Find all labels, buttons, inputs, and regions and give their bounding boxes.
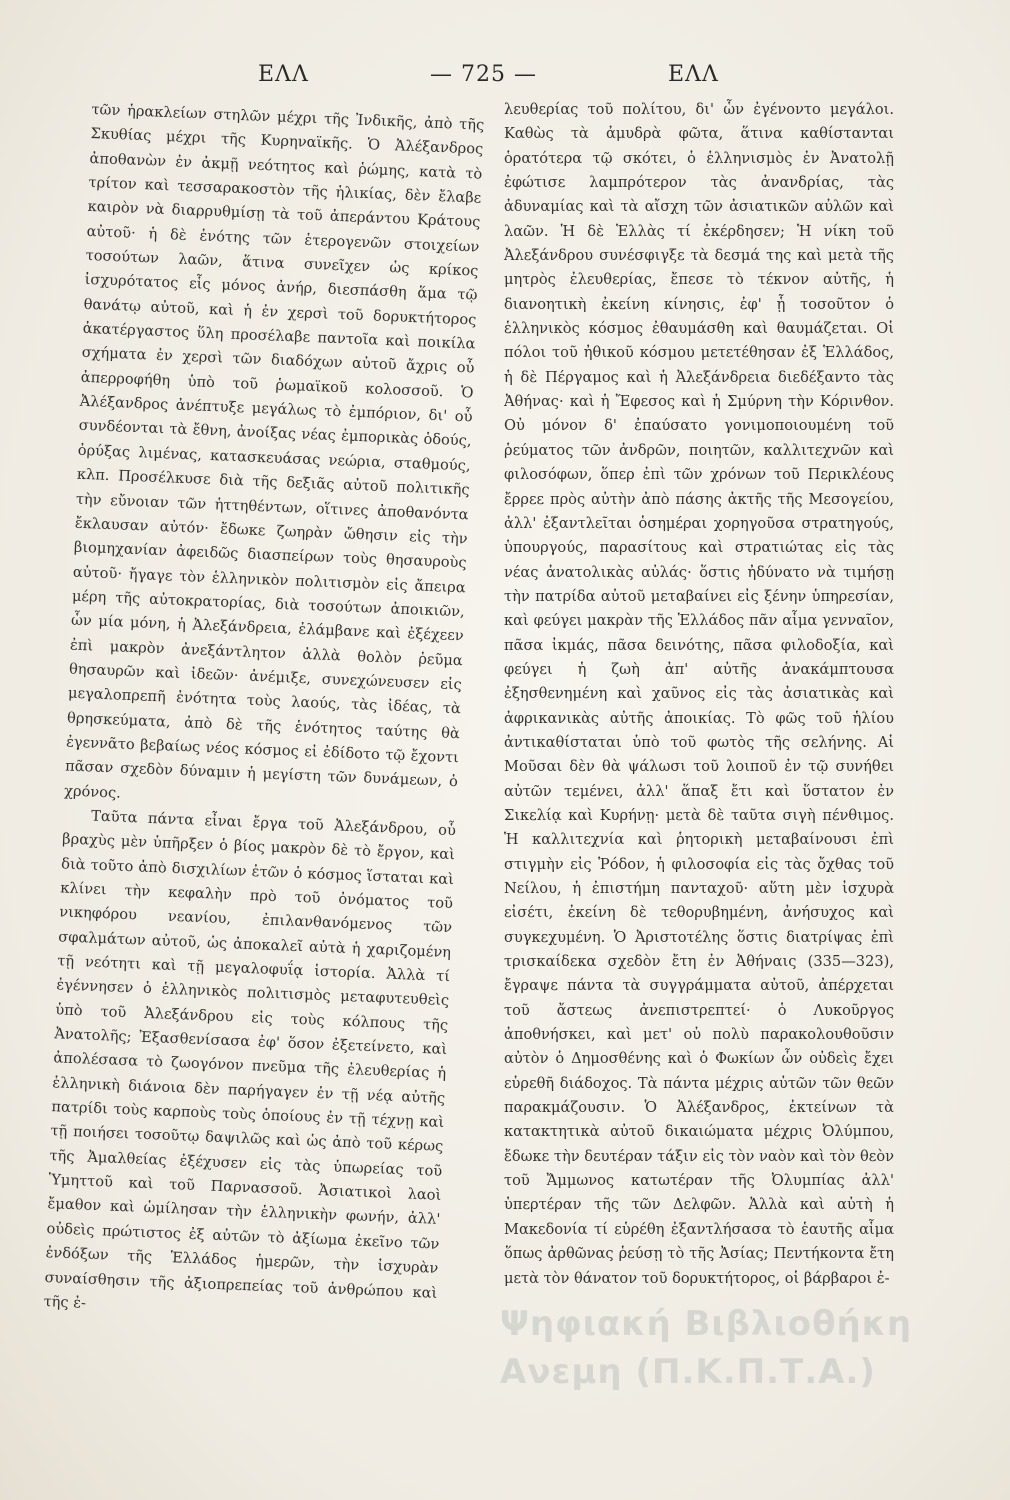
- right-text-column: [504, 98, 894, 1291]
- left-text-column: [43, 98, 485, 1330]
- left-paragraph-2: Ταῦτα πάντα εἶναι ἔργα τοῦ Ἀλεξάνδρου, οὗ βραχὺς μὲν ὑπῆρξεν ὁ βίος μακρὸν δὲ τὸ ἔργον, καὶ διὰ τοῦτο ἀπὸ δισχιλίων ἐτῶν ὁ κόσμος ἵσταται καὶ κλίνει τὴν κεφαλὴν πρὸ τοῦ ὀνόματος τοῦ νικηφόρου νεανίου, ἐπιλανθανόμενος τῶν σφαλμάτων αὐτοῦ, ὡς ἀποκαλεῖ αὐτὰ ἡ χαριζομένη τῇ νεότητι καὶ τῇ μεγαλοφυΐᾳ ἱστορία. Ἀλλὰ τί ἐγέννησεν ὁ ἑλληνικὸς πολιτισμὸς μεταφυτευθεὶς ὑπὸ τοῦ Ἀλεξάνδρου εἰς τοὺς κόλπους τῆς Ἀνατολῆς; Ἐξασθενίσασα ἐφ' ὅσον ἐξετείνετο, καὶ ἀπολέσασα τὸ ζωογόνον πνεῦμα τῆς ἐλευθερίας ἡ ἑλληνικὴ διάνοια δὲν παρήγαγεν ἐν τῇ νέᾳ αὐτῆς πατρίδι τοὺς καρποὺς τοὺς ὁποίους ἐν τῇ τέχνῃ καὶ τῇ ποιήσει τοσοῦτῳ δαψιλῶς καὶ ὡς ἀπὸ τοῦ κέρως τῆς Ἀμαλθείας ἐξέχυσεν εἰς τὰς ὑπωρείας τοῦ Ὑμηττοῦ καὶ τοῦ Παρνασσοῦ. Ἀσιατικοὶ λαοὶ ἔμαθον καὶ ὡμίλησαν τὴν ἑλληνικὴν φωνήν, ἀλλ' οὐδεὶς πρώτιστος ἐξ αὐτῶν τὸ ἀξίωμα ἐκεῖνο τῶν ἐνδόξων τῆς Ἑλλάδος ἡμερῶν, τὴν ἰσχυρὰν συναίσθησιν τῆς ἀξιοπρεπείας τοῦ ἀνθρώπου καὶ τῆς ἐ-: [43, 807, 457, 1312]
- header-left-guide-word: ΕΛΛ: [258, 62, 309, 87]
- page-number: — 725 —: [430, 62, 537, 87]
- header-right-guide-word: ΕΛΛ: [668, 62, 719, 87]
- left-paragraph-1: τῶν ἡρακλείων στηλῶν μέχρι τῆς Ἰνδικῆς, ἀπὸ τῆς Σκυθίας μέχρι τῆς Κυρηναϊκῆς. Ὁ Ἀλέξανδρος ἀποθανὼν ἐν ἀκμῇ νεότητος καὶ ῥώμης, κατὰ τὸ τρίτον καὶ τεσσαρακοστὸν τῆς ἡλικίας, δὲν ἔλαβε καιρὸν νὰ διαρρυθμίσῃ τὰ τοῦ ἀπεράντου Κράτους αὐτοῦ· ἡ δὲ ἑνότης τῶν ἑτερογενῶν στοιχείων τοσούτων λαῶν, ἅτινα συνεῖχεν ὡς κρίκος ἰσχυρότατος εἷς μόνος ἀνήρ, διεσπάσθη ἅμα τῷ θανάτῳ αὐτοῦ, καὶ ἡ ἐν χερσὶ τοῦ δορυκτήτορος ἀκατέργαστος ὕλη προσέλαβε παντοῖα καὶ ποικίλα σχήματα ἐν χερσὶ τῶν διαδόχων αὐτοῦ ἄχρις οὗ ἀπερροφήθη ὑπὸ τοῦ ῥωμαϊκοῦ κολοσσοῦ. Ὁ Ἀλέξανδρος ἀνέπτυξε μεγάλως τὸ ἐμπόριον, δι' οὗ συνδέονται τὰ ἔθνη, ἀνοίξας νέας ἐμπορικὰς ὁδούς, ὀρύξας λιμένας, κατασκευάσας νεώρια, σταθμούς, κλπ. Προσέλκυσε διὰ τῆς δεξιᾶς αὐτοῦ πολιτικῆς τὴν εὔνοιαν τῶν ἡττηθέντων, οἵτινες ἀποθανόντα ἔκλαυσαν αὐτόν· ἔδωκε ζωηρὰν ὤθησιν εἰς τὴν βιομηχανίαν ἀφειδῶς διασπείρων τοὺς θησαυροὺς αὐτοῦ· ἤγαγε τὸν ἑλληνικὸν πολιτισμὸν εἰς ἄπειρα μέρη τῆς αὐτοκρατορίας, διὰ τοσούτων ἀποικιῶν, ὧν μία μόνη, ἡ Ἀλεξάνδρεια, ἐλάμβανε καὶ ἐξέχεεν ἐπὶ μακρὸν ἀνεξάντλητον ἀλλὰ θολὸν ῥεῦμα θησαυρῶν καὶ ἰδεῶν· ἀνέμιξε, συνεχώνευσεν εἰς μεγαλοπρεπῆ ἑνότητα τοὺς λαούς, τὰς ἰδέας, τὰ θρησκεύματα, ἀπὸ δὲ τῆς ἑνότητος ταύτης θὰ ἐγεννᾶτο βεβαίως νέος κόσμος εἰ ἐδίδοτο τῷ ἔχοντι πᾶσαν σχεδὸν δύναμιν ἡ μεγίστη τῶν δυνάμεων, ὁ χρόνος.: [63, 100, 485, 802]
- library-watermark: [500, 1300, 930, 1396]
- right-paragraph-1: λευθερίας τοῦ πολίτου, δι' ὧν ἐγένοντο μεγάλοι. Καθὼς τὰ ἀμυδρὰ φῶτα, ἅτινα καθίστανται ὁρατότερα τῷ σκότει, ὁ ἑλληνισμὸς ἐν Ἀνατολῇ ἐφώτισε λαμπρότερον τὰς ἀνανδρίας, τὰς ἀδυναμίας καὶ τὰ αἴσχη τῶν ἀσιατικῶν αὐλῶν καὶ λαῶν. Ἡ δὲ Ἑλλὰς τί ἐκέρδησεν; Ἡ νίκη τοῦ Ἀλεξάνδρου συνέσφιγξε τὰ δεσμά της καὶ μετὰ τῆς μητρὸς ἐλευθερίας, ἔπεσε τὸ τέκνον αὐτῆς, ἡ διανοητικὴ ἐκείνη κίνησις, ἐφ' ᾗ τοσοῦτον ὁ ἑλληνικὸς κόσμος ἐθαυμάσθη καὶ θαυμάζεται. Οἱ πόλοι τοῦ ἠθικοῦ κόσμου μετετέθησαν ἐξ Ἑλλάδος, ἡ δὲ Πέργαμος καὶ ἡ Ἀλεξάνδρεια διεδέξαντο τὰς Ἀθήνας· καὶ ἡ Ἔφεσος καὶ ἡ Σμύρνη τὴν Κόρινθον. Οὐ μόνον δ' ἐπαύσατο γονιμοποιουμένη τοῦ ῥεύματος τῶν ἀνδρῶν, ποιητῶν, καλλιτεχνῶν καὶ φιλοσόφων, ὅπερ ἐπὶ τῶν χρόνων τοῦ Περικλέους ἔρρεε πρὸς αὐτὴν ἀπὸ πάσης ἀκτῆς τῆς Μεσογείου, ἀλλ' ἐξαντλεῖται ὁσημέραι χορηγοῦσα στρατηγούς, ὑπουργούς, παρασίτους καὶ στρατιώτας εἰς τὰς νέας ἀνατολικὰς αὐλάς· ὅστις ἠδύνατο νὰ τιμήσῃ τὴν πατρίδα αὐτοῦ μεταβαίνει εἰς ξένην ὑπηρεσίαν, καὶ φεύγει μακρὰν τῆς Ἑλλάδος πᾶν αἷμα γενναῖον, πᾶσα ἰκμάς, πᾶσα δεινότης, πᾶσα φιλοδοξία, καὶ φεύγει ἡ ζωὴ ἀπ' αὐτῆς ἀνακάμπτουσα ἐξησθενημένη καὶ χαῦνος εἰς τὰς ἀσιατικὰς καὶ ἀφρικανικὰς αὐτῆς ἀποικίας. Τὸ φῶς τοῦ ἡλίου ἀντικαθίσταται ὑπὸ τοῦ φωτὸς τῆς σελήνης. Αἱ Μοῦσαι δὲν θὰ ψάλωσι τοῦ λοιποῦ ἐν τῷ συνήθει αὐτῶν τεμένει, ἀλλ' ἅπαξ ἔτι καὶ ὕστατον ἐν Σικελίᾳ καὶ Κυρήνῃ· μετὰ δὲ ταῦτα σιγὴ πένθιμος. Ἡ καλλιτεχνία καὶ ῥητορικὴ μεταβαίνουσι ἐπὶ στιγμὴν εἰς Ῥόδον, ἡ φιλοσοφία εἰς τὰς ὄχθας τοῦ Νείλου, ἡ ἐπιστήμη πανταχοῦ· αὕτη μὲν ἰσχυρὰ εἰσέτι, ἐκείνη δὲ τεθορυβημένη, ἀνήσυχος καὶ συγκεχυμένη. Ὁ Ἀριστοτέλης ὅστις διατρίψας ἐπὶ τρισκαίδεκα σχεδὸν ἔτη ἐν Ἀθήναις (335—323), ἔγραψε πάντα τὰ συγγράμματα αὐτοῦ, ἀπέρχεται τοῦ ἄστεως ἀνεπιστρεπτεί· ὁ Λυκοῦργος ἀποθνήσκει, καὶ μετ' οὐ πολὺ παρακολουθοῦσιν αὐτὸν ὁ Δημοσθένης καὶ ὁ Φωκίων ὧν οὐδεὶς ἔχει εὑρεθῆ διάδοχος. Τὰ πάντα μέχρις αὐτῶν τῶν θεῶν παρακμάζουσιν. Ὁ Ἀλέξανδρος, ἐκτείνων τὰ κατακτητικὰ αὐτοῦ δικαιώματα μέχρις Ὀλύμπου, ἔδωκε τὴν δευτέραν τάξιν εἰς τὸν ναὸν καὶ τὸν θεὸν τοῦ Ἄμμωνος κατωτέραν τῆς Ὀλυμπίας ἀλλ' ὑπερτέραν τῆς τῶν Δελφῶν. Ἀλλὰ καὶ αὐτὴ ἡ Μακεδονία τί εὑρέθη ἐξαντλήσασα τὸ ἑαυτῆς αἷμα ὅπως ἀρθῶνας ῥεύσῃ τὸ τῆς Ἀσίας; Πεντήκοντα ἔτη μετὰ τὸν θάνατον τοῦ δορυκτήτορος, οἱ βάρβαροι ἐ-: [504, 101, 894, 1287]
- watermark-line-1: Ψηφιακή Βιβλιοθήκη: [500, 1304, 913, 1344]
- watermark-line-2: Ανεμη (Π.Κ.Π.Τ.Α.): [500, 1352, 876, 1392]
- running-header: [0, 62, 1010, 92]
